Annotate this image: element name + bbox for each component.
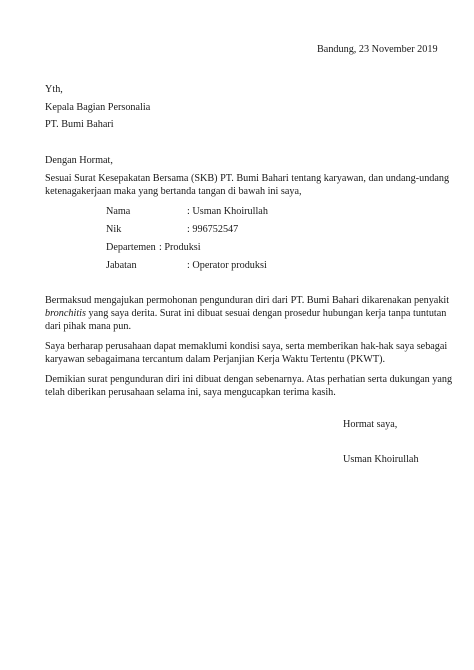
greeting: Dengan Hormat, bbox=[45, 155, 113, 166]
field-label: Nama bbox=[106, 206, 131, 217]
signer-name: Usman Khoirullah bbox=[343, 454, 419, 465]
para2-line-1: Saya berharap perusahaan dapat memaklumi kondisi saya, serta memberikan hak-hak saya sebagai bbox=[45, 341, 448, 352]
para2-line-2: karyawan sebagaimana tercantum dalam Perjanjian Kerja Waktu Tertentu (PKWT). bbox=[45, 354, 386, 365]
field-value: : Produksi bbox=[159, 242, 201, 253]
para3-line-1: Demikian surat pengunduran diri ini dibuat dengan sebenarnya. Atas perhatian serta dukungan yang bbox=[45, 374, 453, 385]
para1-line-1: Bermaksud mengajukan permohonan pengunduran diri dari PT. Bumi Bahari dikarenakan penyakit bbox=[45, 295, 450, 306]
recipient-salutation: Yth, bbox=[45, 84, 63, 95]
field-row-jabatan bbox=[106, 259, 306, 272]
body-paragraph-2 bbox=[45, 340, 448, 366]
field-label: Jabatan bbox=[106, 260, 137, 271]
field-row-nama bbox=[106, 205, 306, 218]
field-value: : 996752547 bbox=[187, 224, 239, 235]
field-row-departemen bbox=[106, 241, 306, 254]
intro-line-2: ketenagakerjaan maka yang bertanda tangan di bawah ini saya, bbox=[45, 186, 302, 197]
field-label: Departemen bbox=[106, 242, 156, 253]
closing: Hormat saya, bbox=[343, 419, 398, 430]
disease-name: bronchitis bbox=[45, 308, 86, 319]
body-paragraph-1 bbox=[45, 294, 450, 333]
field-row-nik bbox=[106, 223, 306, 236]
recipient-position: Kepala Bagian Personalia bbox=[45, 102, 151, 113]
para1-line-2-rest: yang saya derita. Surat ini dibuat sesuai dengan prosedur hubungan kerja tanpa tuntutan bbox=[85, 308, 447, 319]
field-value: : Operator produksi bbox=[187, 260, 267, 271]
para1-line-2 bbox=[45, 307, 447, 320]
field-value: : Usman Khoirullah bbox=[187, 206, 268, 217]
place-date: Bandung, 23 November 2019 bbox=[317, 44, 438, 55]
para1-line-3: dari pihak mana pun. bbox=[45, 321, 132, 332]
intro-line-1: Sesuai Surat Kesepakatan Bersama (SKB) PT. Bumi Bahari tentang karyawan, dan undang-undang bbox=[45, 173, 450, 184]
field-label: Nik bbox=[106, 224, 122, 235]
recipient-company: PT. Bumi Bahari bbox=[45, 119, 114, 130]
intro-paragraph bbox=[45, 172, 450, 198]
para3-line-2: telah diberikan perusahaan selama ini, saya mengucapkan terima kasih. bbox=[45, 387, 336, 398]
body-paragraph-3 bbox=[45, 373, 453, 399]
